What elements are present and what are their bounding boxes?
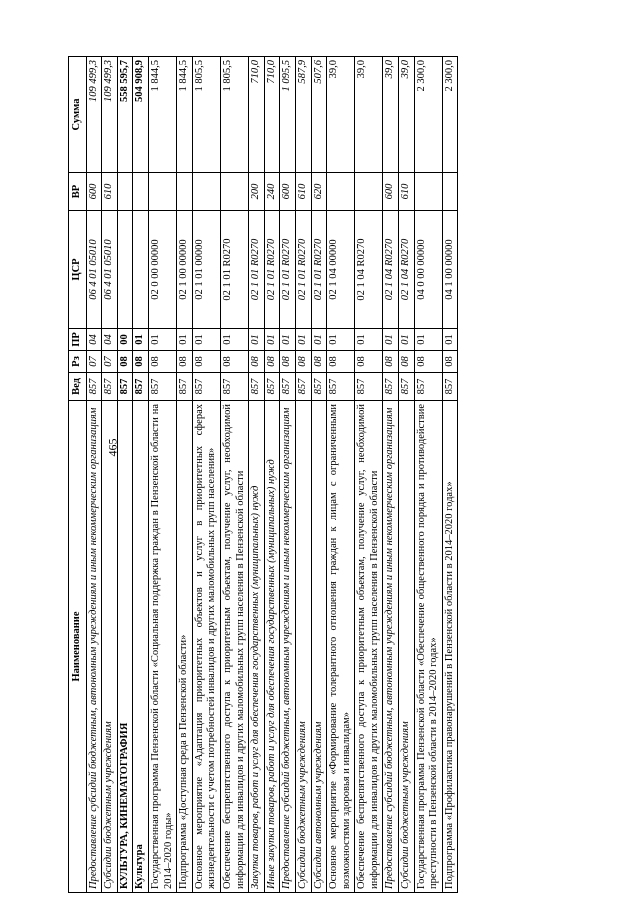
cell-sum: 109 499,3 [102,57,118,173]
cell-ved: 857 [102,373,118,401]
cell-pr: 01 [249,329,265,351]
header-pr: ПР [69,329,87,351]
cell-name: Обеспечение беспрепятственного доступа к приоритетным объектам, получение услуг, необходимой информации для инвалидов и других маломобильных групп населения в Пензенской области [220,401,248,893]
cell-pr: 01 [295,329,311,351]
table-row [399,57,415,893]
budget-table [68,56,458,893]
cell-ved: 857 [249,373,265,401]
cell-vr [133,173,149,211]
cell-name: Подпрограмма «Профилактика правонарушений в Пензенской области в 2014–2020 годах» [442,401,458,893]
cell-vr: 600 [280,173,296,211]
cell-csr: 02 0 00 00000 [148,211,176,329]
cell-sum: 558 595,7 [117,57,133,173]
table-row [177,57,193,893]
cell-vr [355,173,383,211]
cell-csr: 02 1 01 R0270 [311,211,327,329]
cell-sum: 2 300,0 [442,57,458,173]
page-number: 465 [105,438,120,457]
cell-ved: 857 [442,373,458,401]
cell-csr: 02 1 01 R0270 [249,211,265,329]
cell-pr: 01 [192,329,220,351]
cell-ved: 857 [220,373,248,401]
table-row [327,57,355,893]
cell-pr: 04 [102,329,118,351]
cell-csr: 02 1 01 R0270 [280,211,296,329]
cell-pr: 01 [220,329,248,351]
cell-rz: 08 [249,351,265,373]
cell-name: Предоставление субсидий бюджетным, автономным учреждениям и иным некоммерческим организациям [280,401,296,893]
cell-rz: 08 [355,351,383,373]
cell-vr [177,173,193,211]
cell-name: КУЛЬТУРА, КИНЕМАТОГРАФИЯ [117,401,133,893]
cell-csr: 02 1 01 00000 [192,211,220,329]
cell-csr: 02 1 01 R0270 [220,211,248,329]
cell-sum: 710,0 [264,57,280,173]
cell-vr: 200 [249,173,265,211]
cell-ved: 857 [311,373,327,401]
header-csr: ЦСР [69,211,87,329]
cell-rz: 08 [327,351,355,373]
cell-csr: 02 1 01 R0270 [264,211,280,329]
cell-vr: 610 [102,173,118,211]
cell-name: Подпрограмма «Доступная среда в Пензенской области» [177,401,193,893]
cell-ved: 857 [355,373,383,401]
cell-rz: 08 [192,351,220,373]
cell-csr: 02 1 01 R0270 [295,211,311,329]
cell-rz: 08 [399,351,415,373]
table-row [414,57,442,893]
header-rz: Рз [69,351,87,373]
cell-sum: 1 805,5 [220,57,248,173]
cell-name: Иные закупки товаров, работ и услуг для обеспечения государственных (муниципальных) нужд [264,401,280,893]
cell-ved: 857 [399,373,415,401]
cell-pr: 01 [399,329,415,351]
cell-csr [117,211,133,329]
rotated-page [68,57,621,893]
cell-vr [117,173,133,211]
cell-vr [442,173,458,211]
cell-csr: 06 4 01 05010 [86,211,102,329]
cell-ved: 857 [148,373,176,401]
cell-sum: 39,0 [383,57,399,173]
table-row [220,57,248,893]
header-name: Наименование [69,401,87,893]
cell-vr: 620 [311,173,327,211]
cell-vr: 600 [86,173,102,211]
cell-csr: 06 4 01 05010 [102,211,118,329]
cell-name: Предоставление субсидий бюджетным, автономным учреждениям и иным некоммерческим организациям [383,401,399,893]
cell-sum: 1 095,5 [280,57,296,173]
cell-rz: 08 [295,351,311,373]
cell-csr: 02 1 04 R0270 [399,211,415,329]
cell-csr: 04 1 00 00000 [442,211,458,329]
cell-name: Субсидии бюджетным учреждениям [102,401,118,893]
cell-rz: 07 [102,351,118,373]
cell-name: Закупка товаров, работ и услуг для обеспечения государственных (муниципальных) нужд [249,401,265,893]
cell-pr: 01 [177,329,193,351]
cell-name: Обеспечение беспрепятственного доступа к приоритетным объектам, получение услуг, необходимой информации для инвалидов и других маломобильных групп населения в Пензенской области [355,401,383,893]
cell-sum: 1 844,5 [148,57,176,173]
cell-pr: 01 [414,329,442,351]
cell-csr: 02 1 04 R0270 [383,211,399,329]
table-row [192,57,220,893]
cell-sum: 587,9 [295,57,311,173]
table-row [148,57,176,893]
cell-rz: 08 [117,351,133,373]
cell-rz: 08 [220,351,248,373]
cell-ved: 857 [327,373,355,401]
table-row [311,57,327,893]
cell-ved: 857 [383,373,399,401]
cell-rz: 08 [280,351,296,373]
cell-pr: 01 [311,329,327,351]
cell-ved: 857 [295,373,311,401]
cell-name: Основное мероприятие «Формирование толерантного отношения граждан к лицам с ограниченными возможностями здоровья и инвалидам» [327,401,355,893]
cell-name: Культура [133,401,149,893]
cell-vr [220,173,248,211]
cell-ved: 857 [264,373,280,401]
header-vr: ВР [69,173,87,211]
table-row [442,57,458,893]
cell-pr: 01 [383,329,399,351]
cell-name: Государственная программа Пензенской области «Обеспечение общественного порядка и противодействие преступности в Пензенской области в 2014–2020 годах» [414,401,442,893]
cell-vr [148,173,176,211]
cell-vr [327,173,355,211]
cell-vr: 610 [399,173,415,211]
table-row [86,57,102,893]
cell-sum: 507,6 [311,57,327,173]
table-row [133,57,149,893]
header-ved: Вед [69,373,87,401]
cell-sum: 39,0 [327,57,355,173]
cell-sum: 1 805,5 [192,57,220,173]
cell-name: Предоставление субсидий бюджетным, автономным учреждениям и иным некоммерческим организациям [86,401,102,893]
cell-ved: 857 [86,373,102,401]
cell-csr [133,211,149,329]
table-header-row [69,57,87,893]
table-row [102,57,118,893]
cell-sum: 504 908,9 [133,57,149,173]
cell-pr: 01 [280,329,296,351]
cell-ved: 857 [177,373,193,401]
cell-ved: 857 [280,373,296,401]
cell-rz: 08 [133,351,149,373]
table-row [264,57,280,893]
cell-vr [414,173,442,211]
cell-name: Основное мероприятие «Адаптация приоритетных объектов и услуг в приоритетных сферах жизнедеятельности с учетом потребностей инвалидов и других маломобильных групп населения» [192,401,220,893]
cell-pr: 01 [355,329,383,351]
cell-sum: 710,0 [249,57,265,173]
header-sum: Сумма [69,57,87,173]
cell-ved: 857 [192,373,220,401]
cell-csr: 02 1 04 00000 [327,211,355,329]
cell-rz: 07 [86,351,102,373]
table-row [280,57,296,893]
table-row [383,57,399,893]
cell-csr: 04 0 00 00000 [414,211,442,329]
cell-rz: 08 [148,351,176,373]
cell-vr: 610 [295,173,311,211]
cell-pr: 04 [86,329,102,351]
cell-name: Субсидии автономным учреждениям [311,401,327,893]
cell-ved: 857 [133,373,149,401]
table-row [117,57,133,893]
cell-pr: 01 [264,329,280,351]
cell-sum: 109 499,3 [86,57,102,173]
cell-ved: 857 [414,373,442,401]
table-row [249,57,265,893]
cell-pr: 01 [133,329,149,351]
cell-rz: 08 [311,351,327,373]
cell-name: Государственная программа Пензенской области «Социальная поддержка граждан в Пензенской области на 2014–2020 годы» [148,401,176,893]
cell-sum: 39,0 [355,57,383,173]
table-row [355,57,383,893]
cell-sum: 2 300,0 [414,57,442,173]
cell-name: Субсидии бюджетным учреждениям [399,401,415,893]
cell-rz: 08 [264,351,280,373]
cell-name: Субсидии бюджетным учреждениям [295,401,311,893]
table-row [295,57,311,893]
cell-vr [192,173,220,211]
cell-csr: 02 1 04 R0270 [355,211,383,329]
cell-rz: 08 [383,351,399,373]
cell-vr: 600 [383,173,399,211]
cell-pr: 01 [148,329,176,351]
table-body [86,57,458,893]
cell-sum: 1 844,5 [177,57,193,173]
cell-pr: 00 [117,329,133,351]
cell-csr: 02 1 00 00000 [177,211,193,329]
cell-ved: 857 [117,373,133,401]
cell-rz: 08 [442,351,458,373]
cell-pr: 01 [442,329,458,351]
cell-rz: 08 [414,351,442,373]
cell-rz: 08 [177,351,193,373]
cell-pr: 01 [327,329,355,351]
cell-sum: 39,0 [399,57,415,173]
cell-vr: 240 [264,173,280,211]
